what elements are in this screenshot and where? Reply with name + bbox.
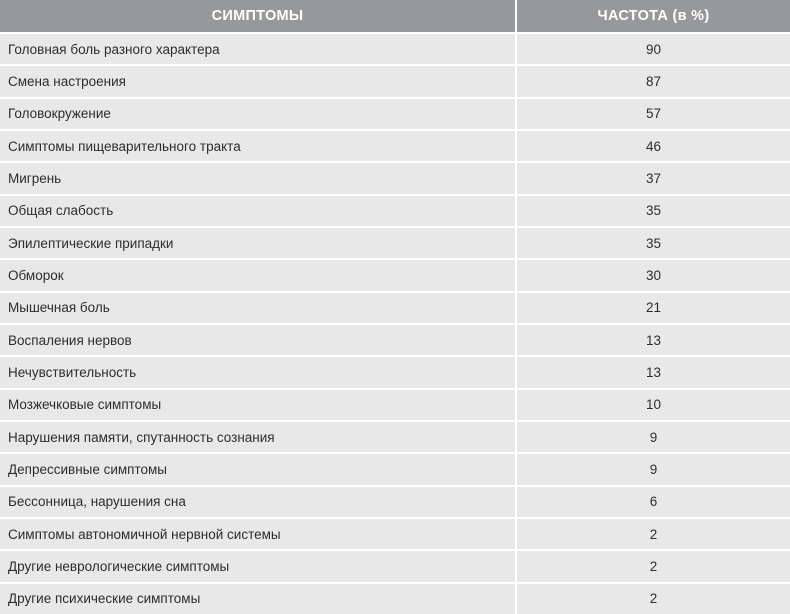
table-body xyxy=(0,32,790,614)
table-row xyxy=(0,452,790,484)
frequency-cell: 37 xyxy=(517,161,790,193)
symptom-cell: Головная боль разного характера xyxy=(0,32,517,64)
frequency-cell: 6 xyxy=(517,485,790,517)
table-row xyxy=(0,64,790,96)
symptom-cell: Смена настроения xyxy=(0,64,517,96)
frequency-cell: 13 xyxy=(517,355,790,387)
symptom-cell: Нечувствительность xyxy=(0,355,517,387)
table-row xyxy=(0,258,790,290)
symptom-cell: Головокружение xyxy=(0,97,517,129)
frequency-column-header: ЧАСТОТА (в %) xyxy=(517,0,790,32)
table-header-row xyxy=(0,0,790,32)
frequency-cell: 9 xyxy=(517,452,790,484)
symptom-cell: Симптомы пищеварительного тракта xyxy=(0,129,517,161)
table-row xyxy=(0,323,790,355)
table-row xyxy=(0,226,790,258)
symptom-cell: Обморок xyxy=(0,258,517,290)
table-row xyxy=(0,97,790,129)
symptom-cell: Мигрень xyxy=(0,161,517,193)
symptom-cell: Другие психические симптомы xyxy=(0,582,517,614)
frequency-cell: 21 xyxy=(517,291,790,323)
frequency-cell: 35 xyxy=(517,194,790,226)
table-row xyxy=(0,485,790,517)
frequency-cell: 90 xyxy=(517,32,790,64)
symptom-cell: Нарушения памяти, спутанность сознания xyxy=(0,420,517,452)
frequency-cell: 2 xyxy=(517,549,790,581)
frequency-cell: 9 xyxy=(517,420,790,452)
symptom-cell: Другие неврологические симптомы xyxy=(0,549,517,581)
table-row xyxy=(0,388,790,420)
frequency-cell: 10 xyxy=(517,388,790,420)
table-row xyxy=(0,517,790,549)
table-row xyxy=(0,355,790,387)
symptom-cell: Бессонница, нарушения сна xyxy=(0,485,517,517)
frequency-cell: 46 xyxy=(517,129,790,161)
symptom-cell: Эпилептические припадки xyxy=(0,226,517,258)
frequency-cell: 87 xyxy=(517,64,790,96)
symptom-cell: Депрессивные симптомы xyxy=(0,452,517,484)
table-row xyxy=(0,161,790,193)
frequency-cell: 57 xyxy=(517,97,790,129)
symptom-cell: Воспаления нервов xyxy=(0,323,517,355)
frequency-cell: 2 xyxy=(517,517,790,549)
frequency-cell: 2 xyxy=(517,582,790,614)
symptom-cell: Симптомы автономичной нервной системы xyxy=(0,517,517,549)
frequency-cell: 13 xyxy=(517,323,790,355)
table-row xyxy=(0,420,790,452)
symptom-cell: Мозжечковые симптомы xyxy=(0,388,517,420)
table-row xyxy=(0,194,790,226)
table-row xyxy=(0,582,790,614)
symptom-cell: Мышечная боль xyxy=(0,291,517,323)
table-row xyxy=(0,129,790,161)
frequency-cell: 35 xyxy=(517,226,790,258)
frequency-cell: 30 xyxy=(517,258,790,290)
symptoms-column-header: СИМПТОМЫ xyxy=(0,0,517,32)
table-row xyxy=(0,549,790,581)
symptom-cell: Общая слабость xyxy=(0,194,517,226)
table-row xyxy=(0,32,790,64)
table-row xyxy=(0,291,790,323)
